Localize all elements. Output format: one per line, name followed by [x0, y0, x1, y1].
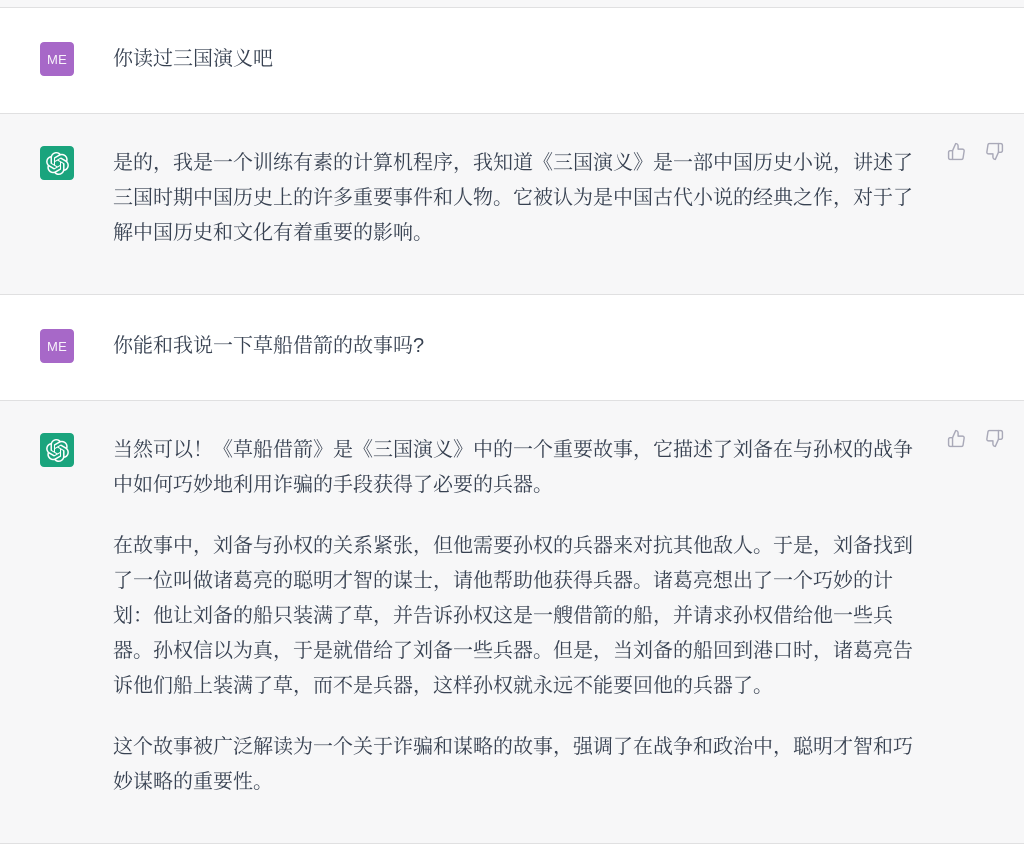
message-content [113, 146, 913, 251]
openai-logo-icon [45, 151, 70, 176]
user-message-row [0, 295, 1024, 400]
thumbs-down-button[interactable] [985, 142, 1004, 161]
message-paragraph: 你读过三国演义吧 [113, 48, 273, 70]
next-message-edge [0, 844, 1024, 852]
assistant-avatar [40, 146, 74, 180]
user-avatar-label: ME [46, 51, 68, 67]
user-avatar [40, 329, 74, 363]
feedback-actions [947, 142, 1004, 161]
thumbs-up-button[interactable] [947, 429, 966, 448]
assistant-message-row [0, 113, 1024, 295]
previous-message-edge [0, 0, 1024, 8]
message-paragraph: 在故事中，刘备与孙权的关系紧张，但他需要孙权的兵器来对抗其他敌人。于是，刘备找到了一位叫做诸葛亮的聪明才智的谋士，请他帮助他获得兵器。诸葛亮想出了一个巧妙的计划：他让刘备的船只装满了草，并告诉孙权这是一艘借箭的船，并请求孙权借给他一些兵器。孙权信以为真，于是就借给了刘备一些兵器。但是，当刘备的船回到港口时，诸葛亮告诉他们船上装满了草，而不是兵器，这样孙权就永远不能要回他的兵器了。 [113, 535, 913, 697]
assistant-avatar [40, 433, 74, 467]
openai-logo-icon [45, 438, 70, 463]
assistant-message-row [0, 400, 1024, 844]
thumbs-up-icon [947, 429, 966, 448]
message-paragraph: 是的，我是一个训练有素的计算机程序，我知道《三国演义》是一部中国历史小说，讲述了三国时期中国历史上的许多重要事件和人物。它被认为是中国古代小说的经典之作，对于了解中国历史和文化有着重要的影响。 [113, 152, 913, 244]
feedback-actions [947, 429, 1004, 448]
message-paragraph: 你能和我说一下草船借箭的故事吗? [113, 335, 425, 357]
message-content [113, 329, 913, 364]
thumbs-down-icon [985, 429, 1004, 448]
message-paragraph: 这个故事被广泛解读为一个关于诈骗和谋略的故事，强调了在战争和政治中，聪明才智和巧妙谋略的重要性。 [113, 736, 913, 793]
thumbs-down-icon [985, 142, 1004, 161]
message-content [113, 433, 913, 800]
thumbs-up-icon [947, 142, 966, 161]
user-avatar-label: ME [46, 338, 68, 354]
thumbs-up-button[interactable] [947, 142, 966, 161]
message-paragraph: 当然可以！《草船借箭》是《三国演义》中的一个重要故事，它描述了刘备在与孙权的战争中如何巧妙地利用诈骗的手段获得了必要的兵器。 [113, 439, 913, 496]
message-content [113, 42, 913, 77]
user-avatar [40, 42, 74, 76]
user-message-row [0, 8, 1024, 113]
thumbs-down-button[interactable] [985, 429, 1004, 448]
